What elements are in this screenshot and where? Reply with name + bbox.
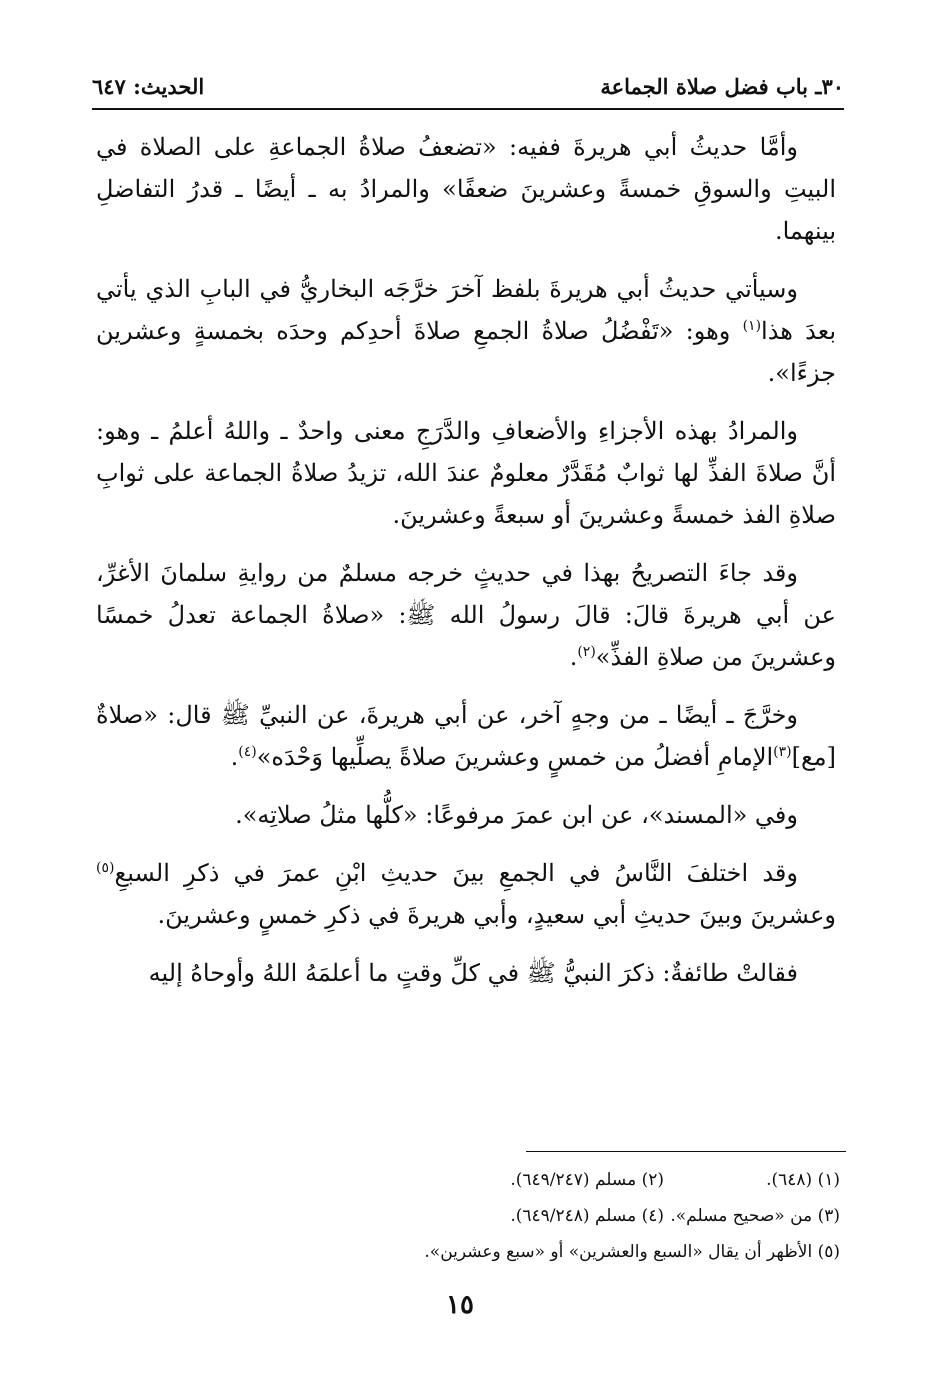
paragraph-text: وخرَّجَ ـ أيضًا ـ من وجهٍ آخر، عن أبي هريرةَ، عن النبيِّ ﷺ قال: «صلاةٌ [مع] xyxy=(96,701,836,771)
footnote-ref: (٤) xyxy=(238,744,257,760)
footnote-number: (١) xyxy=(817,1170,840,1190)
page-number: ١٥ xyxy=(446,1290,474,1320)
paragraph-text: وسيأتي حديثُ أبي هريرةَ بلفظ آخرَ خرَّجَه البخاريُّ في البابِ الذي يأتي بعدَ هذا xyxy=(96,275,837,345)
paragraph-text: الإمامِ أفضلُ من خمسٍ وعشرينَ صلاةً يصلِّيها وَحْدَه» xyxy=(256,743,774,771)
paragraph-text: . xyxy=(230,743,239,771)
paragraph-text: فقالتْ طائفةٌ: ذكرَ النبيُّ ﷺ في كلِّ وقتٍ ما أعلمَهُ اللهُ وأوحاهُ إليه xyxy=(148,959,798,987)
footnote-row xyxy=(240,1162,840,1198)
paragraph xyxy=(96,268,836,394)
footnote xyxy=(664,1162,840,1198)
footnote-separator xyxy=(526,1151,846,1152)
paragraph-text: وفي «المسند»، عن ابن عمرَ مرفوعًا: «كلُّها مثلُ صلاتِه». xyxy=(235,801,798,829)
footnote-ref: (٢) xyxy=(577,644,596,660)
header-rule xyxy=(92,108,844,110)
footnote-number: (٣) xyxy=(817,1206,840,1226)
footnote-text: مسلم (٦٤٩/٢٤٨). xyxy=(510,1206,637,1226)
footnote-number: (٥) xyxy=(817,1242,840,1262)
paragraph xyxy=(96,552,836,678)
paragraph-text: وقد اختلفَ النَّاسُ في الجمعِ بينَ حديثِ ابْنِ عمرَ في ذكرِ السبعِ xyxy=(114,859,798,887)
footnote-text: مسلم (٦٤٩/٢٤٧). xyxy=(510,1170,637,1190)
paragraph-text: وهو: «تَفْضُلُ صلاةُ الجمعِ صلاةَ أحدِكم وحدَه بخمسةٍ وعشرين جزءًا». xyxy=(96,317,836,387)
footnote xyxy=(444,1162,664,1198)
footnote-ref: (١) xyxy=(742,318,762,334)
footnote-row xyxy=(240,1234,840,1270)
chapter-title: ٣٠ـ باب فضل صلاة الجماعة xyxy=(600,74,844,99)
footnotes xyxy=(240,1162,840,1270)
footnote-number: (٤) xyxy=(641,1206,664,1226)
footnote-text: (٦٤٨). xyxy=(766,1170,813,1190)
footnote-text: الأظهر أن يقال «السبع والعشرين» أو «سبع وعشرين». xyxy=(424,1242,813,1262)
footnote-ref: (٥) xyxy=(96,860,115,876)
footnote-number: (٢) xyxy=(641,1170,664,1190)
footnote xyxy=(424,1234,840,1270)
paragraph-text: والمرادُ بهذه الأجزاءِ والأضعافِ والدَّرَجِ معنى واحدٌ ـ واللهُ أعلمُ ـ وهو: أنَّ صلاةَ الفذِّ لها ثوابٌ مُقَدَّرٌ معلومٌ عندَ الله، تزيدُ صلاةُ الجماعة على ثوابِ صلاةِ الفذ خمسةً وعشرينَ أو سبعةً وعشرينَ. xyxy=(96,417,837,529)
paragraph xyxy=(96,694,836,778)
running-header xyxy=(92,66,844,106)
paragraph xyxy=(96,952,836,994)
footnote xyxy=(444,1198,664,1234)
hadith-number: الحديث: ٦٤٧ xyxy=(92,74,205,99)
footnote-text: من «صحيح مسلم». xyxy=(670,1206,813,1226)
paragraph xyxy=(96,126,836,252)
main-text xyxy=(96,126,836,994)
footnote-ref: (٣) xyxy=(773,744,792,760)
paragraph-text: وأمَّا حديثُ أبي هريرةَ ففيه: «تضعفُ صلاةُ الجماعةِ على الصلاة في البيتِ والسوقِ خمسةً وعشرينَ ضعفًا» والمرادُ به ـ أيضًا ـ قدرُ التفاضلِ بينهما. xyxy=(96,133,836,245)
footnote xyxy=(664,1198,840,1234)
paragraph xyxy=(96,794,836,836)
paragraph-text: وقد جاءَ التصريحُ بهذا في حديثٍ خرجه مسلمٌ من روايةِ سلمانَ الأغرِّ، عن أبي هريرةَ قالَ: قالَ رسولُ الله ﷺ: «صلاةُ الجماعة تعدلُ خمسًا وعشرينَ من صلاةِ الفذِّ» xyxy=(96,559,836,671)
footnote-row xyxy=(240,1198,840,1234)
paragraph xyxy=(96,410,836,536)
paragraph-text: وعشرينَ وبينَ حديثِ أبي سعيدٍ، وأبي هريرةَ في ذكرِ خمسٍ وعشرينَ. xyxy=(157,901,836,929)
paragraph-text: . xyxy=(569,643,578,671)
paragraph xyxy=(96,852,836,936)
